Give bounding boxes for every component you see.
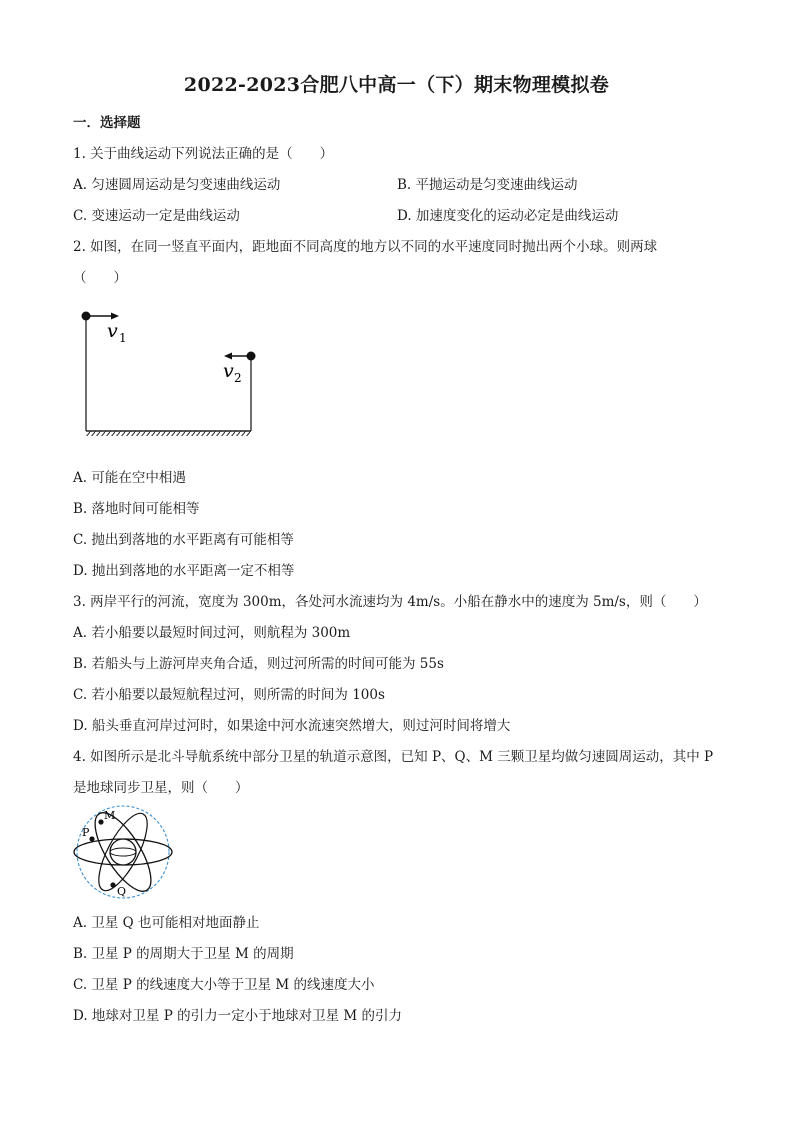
satellite-p bbox=[89, 836, 94, 841]
question-1-option-c: C. 变速运动一定是曲线运动 bbox=[73, 208, 240, 224]
question-4-option-d: D. 地球对卫星 P 的引力一定小于地球对卫星 M 的引力 bbox=[73, 1008, 402, 1024]
question-3-stem: 3. 两岸平行的河流，宽度为 300m，各处河水流速均为 4m/s。小船在静水中的速度为 5m/s，则（ ） bbox=[73, 594, 707, 610]
question-4-option-b: B. 卫星 P 的周期大于卫星 M 的周期 bbox=[73, 946, 294, 962]
label-v1: v bbox=[107, 320, 118, 342]
question-2-option-a: A. 可能在空中相遇 bbox=[73, 470, 186, 486]
question-3-option-d: D. 船头垂直河岸过河时，如果途中河水流速突然增大，则过河时间将增大 bbox=[73, 718, 511, 734]
question-1-stem: 1. 关于曲线运动下列说法正确的是（ ） bbox=[73, 146, 334, 162]
question-4-stem-line2: 是地球同步卫星，则（ ） bbox=[73, 780, 249, 796]
question-4-stem-line1: 4. 如图所示是北斗导航系统中部分卫星的轨道示意图，已知 P、Q、M 三颗卫星均做匀速圆周运动，其中 P bbox=[73, 749, 714, 765]
question-3-option-b: B. 若船头与上游河岸夹角合适，则过河所需的时间可能为 55s bbox=[73, 656, 444, 672]
velocity-arrow-2-head bbox=[224, 353, 232, 360]
satellite-m bbox=[98, 819, 103, 824]
question-2-option-c: C. 抛出到落地的水平距离有可能相等 bbox=[73, 532, 294, 548]
question-4-option-c: C. 卫星 P 的线速度大小等于卫星 M 的线速度大小 bbox=[73, 977, 375, 993]
question-1-option-a: A. 匀速圆周运动是匀变速曲线运动 bbox=[73, 177, 281, 193]
label-p: P bbox=[82, 826, 90, 839]
label-v2: v bbox=[223, 360, 234, 382]
question-4-orbit-figure bbox=[70, 802, 176, 900]
question-2-option-d: D. 抛出到落地的水平距离一定不相等 bbox=[73, 563, 295, 579]
velocity-arrow-1-head bbox=[111, 313, 119, 320]
question-2-figure bbox=[70, 300, 270, 445]
question-2-option-b: B. 落地时间可能相等 bbox=[73, 501, 200, 517]
label-q: Q bbox=[117, 885, 127, 898]
section-heading: 一．选择题 bbox=[73, 115, 141, 131]
question-1-option-d: D. 加速度变化的运动必定是曲线运动 bbox=[397, 208, 619, 224]
question-1-option-b: B. 平抛运动是匀变速曲线运动 bbox=[397, 177, 578, 193]
question-3-option-c: C. 若小船要以最短航程过河，则所需的时间为 100s bbox=[73, 687, 385, 703]
question-2-stem-line1: 2. 如图，在同一竖直平面内，距地面不同高度的地方以不同的水平速度同时抛出两个小球。则两球 bbox=[73, 239, 658, 255]
question-3-option-a: A. 若小船要以最短时间过河，则航程为 300m bbox=[73, 625, 351, 641]
exam-title: 2022-2023合肥八中高一（下）期末物理模拟卷 bbox=[183, 74, 610, 96]
label-v1-subscript: 1 bbox=[119, 331, 127, 345]
satellite-q bbox=[110, 882, 115, 887]
label-m: M bbox=[104, 809, 116, 822]
earth bbox=[110, 839, 136, 865]
question-4-option-a: A. 卫星 Q 也可能相对地面静止 bbox=[73, 915, 260, 931]
label-v2-subscript: 2 bbox=[234, 371, 242, 385]
question-2-stem-line2: （ ） bbox=[73, 270, 127, 286]
